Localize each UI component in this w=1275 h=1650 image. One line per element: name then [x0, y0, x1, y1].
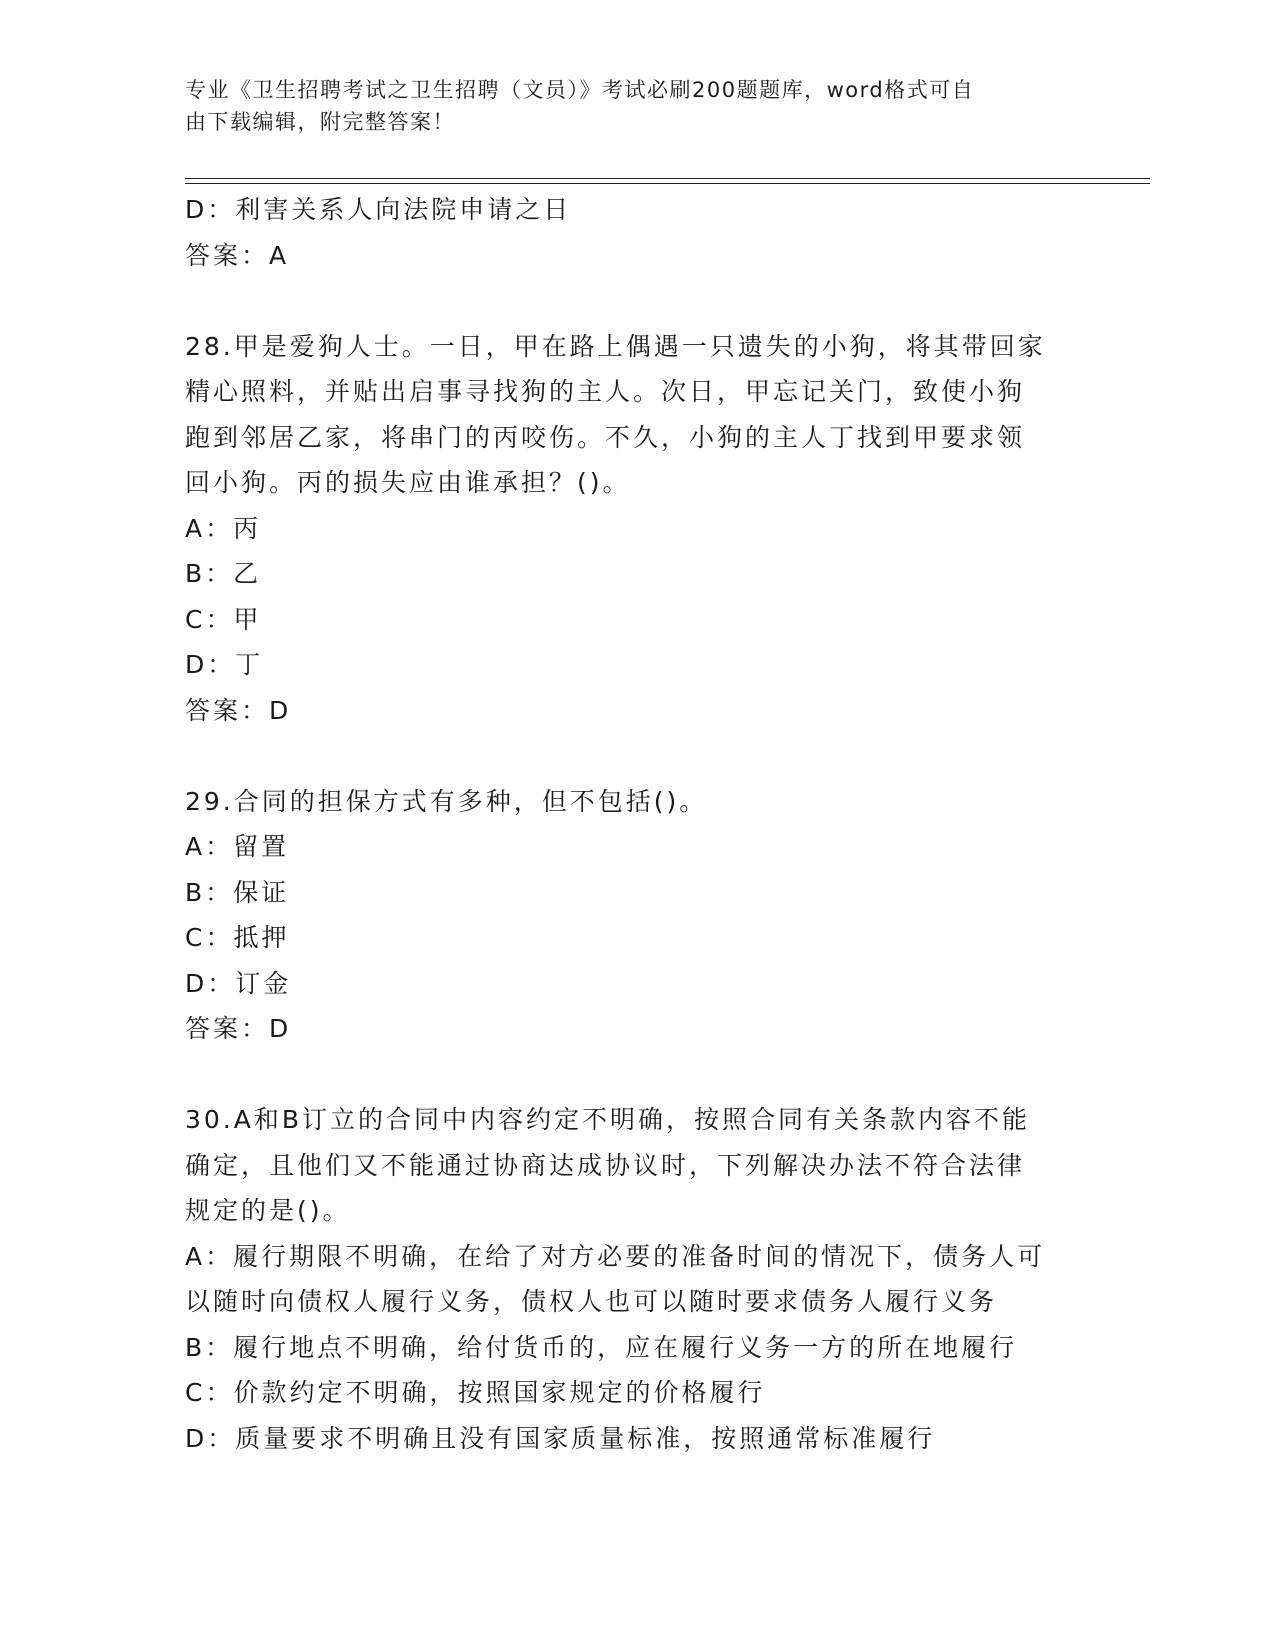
question-stem-line: 精心照料，并贴出启事寻找狗的主人。次日，甲忘记关门，致使小狗	[185, 377, 1026, 406]
header-divider-bottom	[185, 183, 1150, 184]
header-line-1: 专业《卫生招聘考试之卫生招聘（文员）》考试必刷200题题库，word格式可自	[185, 78, 975, 102]
answer-line: 答案：A	[185, 240, 290, 270]
option-a: A：履行期限不明确，在给了对方必要的准备时间的情况下，债务人可	[185, 1241, 1046, 1271]
option-b: B：乙	[185, 559, 262, 588]
spacer	[185, 278, 1085, 324]
question-29	[185, 779, 1085, 1052]
option-c: C：抵押	[185, 923, 290, 952]
question-stem-line: 30.A和B订立的合同中内容约定不明确，按照合同有关条款内容不能	[185, 1105, 1031, 1134]
question-stem-line: 28.甲是爱狗人士。一日，甲在路上偶遇一只遗失的小狗，将其带回家	[185, 331, 1046, 361]
spacer	[185, 733, 1085, 779]
question-stem-line: 跑到邻居乙家，将串门的丙咬伤。不久，小狗的主人丁找到甲要求领	[185, 422, 1026, 452]
question-stem-line: 确定，且他们又不能通过协商达成协议时，下列解决办法不符合法律	[185, 1150, 1026, 1180]
question-stem-line: 回小狗。丙的损失应由谁承担？()。	[185, 468, 631, 497]
option-d: D：订金	[185, 968, 292, 998]
spacer	[185, 1052, 1085, 1098]
question-28	[185, 324, 1085, 734]
answer-line: 答案：D	[185, 695, 292, 725]
option-c: C：甲	[185, 604, 262, 634]
option-a: A：丙	[185, 513, 262, 543]
previous-question-tail	[185, 187, 1085, 278]
option-b: B：履行地点不明确，给付货币的，应在履行义务一方的所在地履行	[185, 1332, 1018, 1362]
option-d: D：质量要求不明确且没有国家质量标准，按照通常标准履行	[185, 1423, 936, 1453]
header-line-2: 由下载编辑，附完整答案！	[185, 110, 455, 134]
option-b: B：保证	[185, 877, 290, 907]
document-header	[185, 74, 1065, 138]
header-divider-top	[185, 178, 1150, 179]
option-c: C：价款约定不明确，按照国家规定的价格履行	[185, 1378, 766, 1407]
question-30	[185, 1097, 1085, 1461]
question-stem-line: 29.合同的担保方式有多种，但不包括()。	[185, 786, 708, 816]
option-d: D：利害关系人向法院申请之日	[185, 195, 572, 224]
option-a-continued: 以随时向债权人履行义务，债权人也可以随时要求债务人履行义务	[185, 1287, 998, 1316]
answer-line: 答案：D	[185, 1014, 292, 1043]
question-body	[185, 187, 1085, 1461]
option-a: A：留置	[185, 832, 290, 861]
question-stem-line: 规定的是()。	[185, 1196, 351, 1225]
option-d: D：丁	[185, 650, 264, 679]
